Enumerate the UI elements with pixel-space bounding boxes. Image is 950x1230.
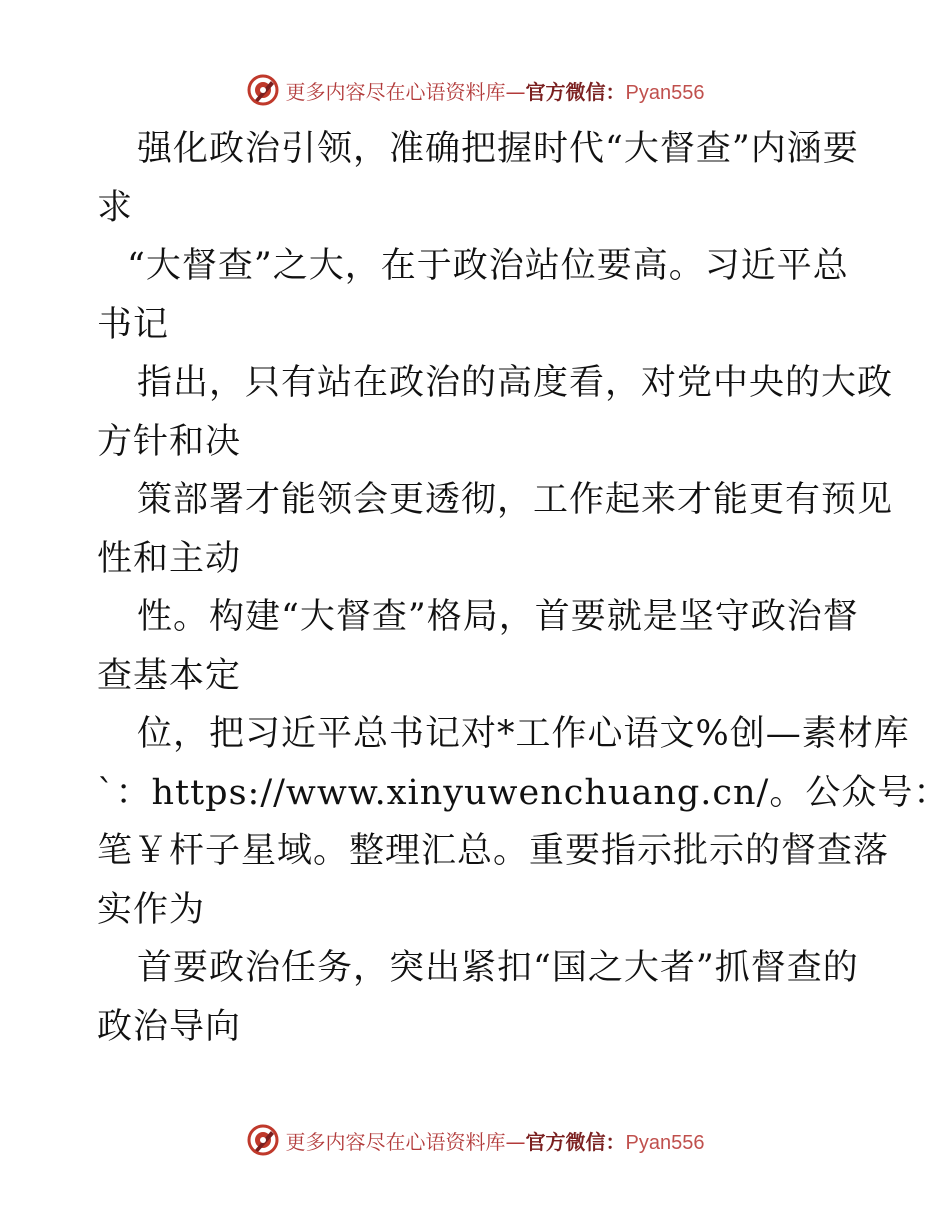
text-line: 方针和决: [97, 421, 242, 462]
pen-circle-logo-icon: [246, 73, 280, 107]
header-banner-dash: —: [505, 79, 526, 104]
text-line: 查基本定: [97, 655, 242, 696]
footer-banner-main: 更多内容尽在心语资料库: [285, 1129, 506, 1154]
text-line: 书记: [97, 304, 170, 345]
text-line: 首要政治任务，突出紧扣“国之大者”抓督查的: [137, 948, 859, 988]
text-line: 性。构建“大督查”格局，首要就是坚守政治督: [137, 597, 859, 637]
header-banner-id: Pyan556: [625, 81, 705, 104]
text-line-url: `：https://www.xinyuwenchuang.cn/。公众号：: [97, 772, 950, 813]
header-banner-main: 更多内容尽在心语资料库: [285, 79, 506, 104]
text-line: 性和主动: [97, 538, 242, 579]
document-body: [97, 120, 950, 1056]
text-line: 求: [97, 187, 134, 228]
footer-banner: [0, 1120, 950, 1160]
header-banner-label: 官方微信：: [525, 79, 626, 104]
text-line: 指出，只有站在政治的高度看，对党中央的大政: [137, 363, 894, 403]
pen-circle-logo-icon: [246, 1123, 280, 1157]
footer-banner-id: Pyan556: [625, 1131, 705, 1154]
footer-banner-dash: —: [505, 1129, 526, 1154]
footer-banner-text: [286, 1126, 705, 1155]
text-line: “大督查”之大，在于政治站位要高。习近平总: [127, 246, 849, 286]
text-line: 政治导向: [97, 1006, 242, 1047]
header-banner: [0, 70, 950, 110]
text-line: 位，把习近平总书记对*工作心语文%创—素材库: [137, 714, 910, 754]
text-line: 策部署才能领会更透彻，工作起来才能更有预见: [137, 480, 894, 520]
text-line: 实作为: [97, 889, 206, 930]
footer-banner-label: 官方微信：: [525, 1129, 626, 1154]
header-banner-text: [286, 76, 705, 105]
text-line: 强化政治引领，准确把握时代“大督查”内涵要: [137, 129, 859, 169]
text-line: 笔￥杆子星域。整理汇总。重要指示批示的督查落: [97, 831, 890, 871]
